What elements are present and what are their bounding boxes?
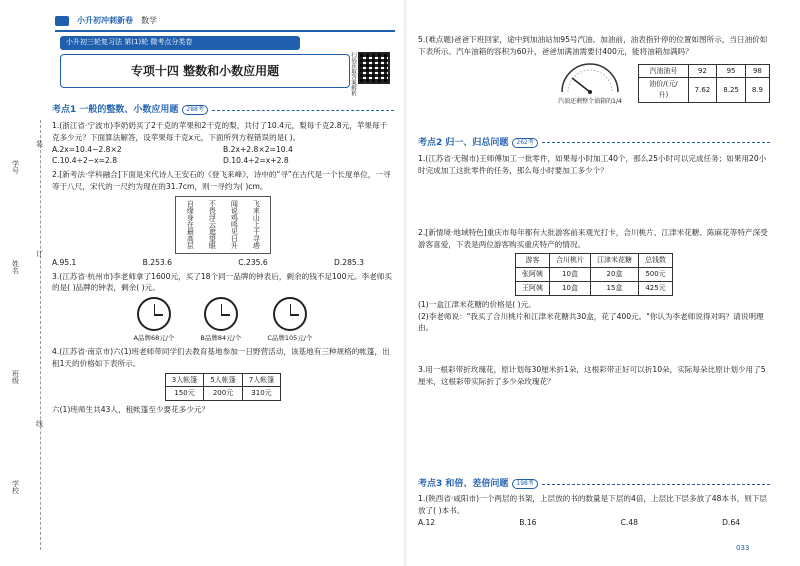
- section-1-title: 考点1 一般的整数、小数应用题: [52, 105, 179, 115]
- table-cell: 8.25: [717, 78, 746, 103]
- table-cell: 10盒: [550, 268, 591, 282]
- clock-a-price: A品牌68元/个: [133, 334, 175, 343]
- table-header: 油价/(元/升): [639, 78, 689, 103]
- choice-c: C.235.6: [238, 257, 268, 267]
- subject-label: 数学: [141, 15, 157, 25]
- clock-b: [200, 297, 241, 343]
- table-cell: 500元: [639, 268, 673, 282]
- question-4: [52, 346, 394, 416]
- poem-line-3: 不畏浮云遮望眼: [208, 199, 217, 249]
- qr-caption: 扫码获取答案解析: [350, 52, 356, 96]
- section-divider: [542, 142, 770, 143]
- right-column: [418, 34, 770, 424]
- table-cell: 310元: [242, 387, 280, 401]
- table-cell: 15盒: [591, 281, 639, 295]
- cut-line: [40, 120, 41, 550]
- choice-c: C.10.4÷2−x=2.8: [52, 156, 118, 166]
- banner-text: 小升初三轮复习法 第(1)轮 微考点分类卷: [66, 38, 193, 46]
- table-header: 7人帐篷: [242, 373, 280, 387]
- right-bottom: [418, 478, 770, 528]
- sidebar-label-school: 学校: [11, 480, 20, 494]
- table-cell: 200元: [204, 387, 242, 401]
- table-cell: 王阿姨: [516, 281, 550, 295]
- clock-icon: [137, 297, 171, 331]
- question-5-text: 5.(难点题)爸爸下班回家，途中到加油站加95号汽油。加油前，油表指针停的位置如图所示，当日油价如下表所示。汽车油箱的容积为60升，爸爸加满油需要付400元，能将油箱加满吗？: [418, 35, 768, 56]
- choice-d: D.64: [722, 517, 740, 527]
- topic-title-box: [60, 54, 350, 88]
- tent-price-table: [165, 373, 281, 402]
- table-header: 合川桃片: [550, 254, 591, 268]
- table-header: 总钱数: [639, 254, 673, 268]
- question-r1: [418, 153, 770, 227]
- question-2: [52, 169, 394, 268]
- question-3: [52, 271, 394, 344]
- question-3-text: 3.(江苏省·杭州市)李老师拿了1600元，买了18个同一品牌的钟表后，剩余的钱不足100元。李老师买的是( )品牌的钟表，剩余( )元。: [52, 271, 393, 293]
- table-cell: 张阿姨: [516, 268, 550, 282]
- choice-a: A.12: [418, 517, 436, 527]
- left-column: [52, 104, 394, 416]
- question-r1-text: 1.(江苏省·无锡市)王师傅加工一批零件，如果每小时加工40个，那么25小时可以完成任务；如果用20小时完成加工这批零件的任务，那么每小时要加工多少个？: [418, 153, 767, 175]
- table-header: 3人帐篷: [165, 373, 203, 387]
- question-4-ask: 六(1)班师生共43人，租帐篷至少要花多少元？: [52, 405, 210, 415]
- choice-d: D.285.3: [333, 257, 364, 267]
- choice-c: C.48: [620, 517, 638, 527]
- poem-line-1: 飞来山上千寻塔: [252, 199, 261, 249]
- question-2-text: 2.[新考法·学科融合]下面是宋代诗人王安石的《登飞来峰》，诗中的“寻”在古代是一个长度单位，一寻等于八尺，宋代的一尺约为现在的31.7cm，则一寻约为( )cm。: [52, 170, 391, 191]
- fuel-gauge: [558, 60, 622, 107]
- question-1-choices: [52, 144, 394, 168]
- question-4-text: 4.(江苏省·南京市)六(1)班老师带同学们去教育基地参加一日野营活动，该基地有三种规格的帐篷，出租1天的价格如下表所示。: [52, 347, 390, 368]
- question-5: [418, 34, 770, 107]
- table-header: 江津米花糖: [591, 254, 639, 268]
- clock-b-price: B品牌84元/个: [200, 334, 242, 343]
- question-r2-text: 2.[新情境·地域特色]重庆市每年都有大批游客前来观光打卡，合川桃片、江津米花糖、陈麻花等特产深受游客喜爱，下表是两位游客购买重庆特产的情况。: [418, 227, 768, 249]
- page-number: [736, 544, 749, 553]
- page-header: [55, 14, 395, 28]
- question-1: [52, 120, 394, 167]
- section-2-title: 考点2 归一、归总问题: [418, 137, 509, 148]
- choice-a: A.95.1: [52, 257, 77, 267]
- page-fold: [404, 0, 408, 566]
- question-r2-sub1: (1)一盒江津米花糖的价格是( )元。: [418, 299, 536, 309]
- section-3-stamp: 198考: [512, 479, 537, 489]
- poem-box: [175, 196, 271, 254]
- section-2-stamp: 262考: [512, 138, 537, 148]
- clock-a: [134, 297, 175, 343]
- sidebar-label-name: 姓名: [11, 260, 20, 274]
- clock-c-price: C品牌105元/个: [267, 334, 313, 343]
- table-header: 游客: [516, 254, 550, 268]
- section-3-heading: [418, 478, 770, 490]
- table-cell: 8.9: [745, 78, 769, 103]
- clock-c: [267, 297, 312, 343]
- question-r3: [418, 364, 770, 424]
- fuel-gauge-icon: [558, 60, 622, 94]
- section-divider: [542, 484, 770, 485]
- series-logo-icon: [55, 16, 69, 26]
- fuel-price-table: [638, 64, 770, 104]
- table-cell: 7.62: [688, 78, 717, 103]
- question-r2-sub2: (2)李老师说："我买了合川桃片和江津米花糖共30盒，花了400元。"你认为李老师说得对吗？请说明理由。: [418, 311, 764, 333]
- cut-mark-zhuang: 装: [35, 140, 44, 147]
- poem-line-2: 闻说鸡鸣见日升: [230, 199, 239, 249]
- question-r2: [418, 227, 770, 334]
- clock-row: [52, 297, 394, 343]
- table-cell: 20盒: [591, 268, 639, 282]
- table-header: 5人帐篷: [204, 373, 242, 387]
- choice-b: B.16: [519, 517, 537, 527]
- binding-sidebar: [4, 120, 44, 560]
- table-cell: 98: [745, 64, 769, 78]
- cut-mark-ding: 订: [35, 250, 44, 257]
- poem-line-4: 自缘身在最高层: [186, 199, 195, 249]
- cut-mark-xian: 线: [35, 420, 44, 427]
- section-3-title: 考点3 和倍、差倍问题: [418, 479, 509, 489]
- topic-title: 专项十四 整数和小数应用题: [130, 63, 280, 78]
- table-cell: 425元: [639, 281, 673, 295]
- souvenir-table: [515, 253, 673, 296]
- question-r4: [418, 493, 770, 528]
- question-2-choices: [52, 257, 394, 269]
- section-2-heading: [418, 137, 770, 149]
- question-5-figure: [418, 60, 770, 107]
- table-cell: 10盒: [550, 281, 591, 295]
- table-cell: 92: [688, 64, 717, 78]
- question-1-text: 1.(浙江省·宁波市)李奶奶买了2千克的苹果和2千克的梨，共付了10.4元，梨每千克2.8元，苹果每千克多少元？下面算法解答，设苹果每千克x元，下面所列方程错误的是( )。: [52, 121, 388, 142]
- section-1-heading: [52, 104, 394, 116]
- series-name: 小升初冲刺新卷: [77, 15, 133, 25]
- table-header: 汽油油号: [639, 64, 689, 78]
- question-r3-text: 3.用一根彩带折玫瑰花，原计划每30厘米折1朵，这根彩带正好可以折10朵，实际每朵比原计划少用了5厘米，这根彩带实际折了多少朵玫瑰花？: [418, 365, 766, 386]
- question-r4-choices: [418, 517, 770, 529]
- choice-b: B.2x+2.8×2=10.4: [223, 144, 293, 154]
- page-number-text: 033: [736, 544, 750, 552]
- choice-a: A.2x=10.4−2.8×2: [52, 144, 122, 154]
- table-cell: 150元: [165, 387, 203, 401]
- choice-b: B.253.6: [142, 257, 173, 267]
- table-cell: 95: [717, 64, 746, 78]
- clock-icon: [273, 297, 307, 331]
- choice-d: D.10.4÷2=x+2.8: [223, 156, 289, 166]
- question-r4-text: 1.(陕西省·咸阳市)一个两层的书架，上层放的书的数量是下层的4倍，上层比下层多放了48本书，则下层放了( )本书。: [418, 494, 768, 515]
- clock-icon: [204, 297, 238, 331]
- gauge-caption: 汽油还剩整个油箱的1/4: [558, 98, 622, 106]
- sidebar-label-class: 班级: [11, 370, 20, 384]
- header-rule: [55, 30, 395, 32]
- banner: [60, 36, 300, 50]
- qr-code-icon: [358, 52, 390, 84]
- section-1-stamp: 288考: [182, 105, 207, 115]
- sidebar-label-student-number: 学号: [11, 160, 20, 174]
- section-divider: [212, 110, 394, 111]
